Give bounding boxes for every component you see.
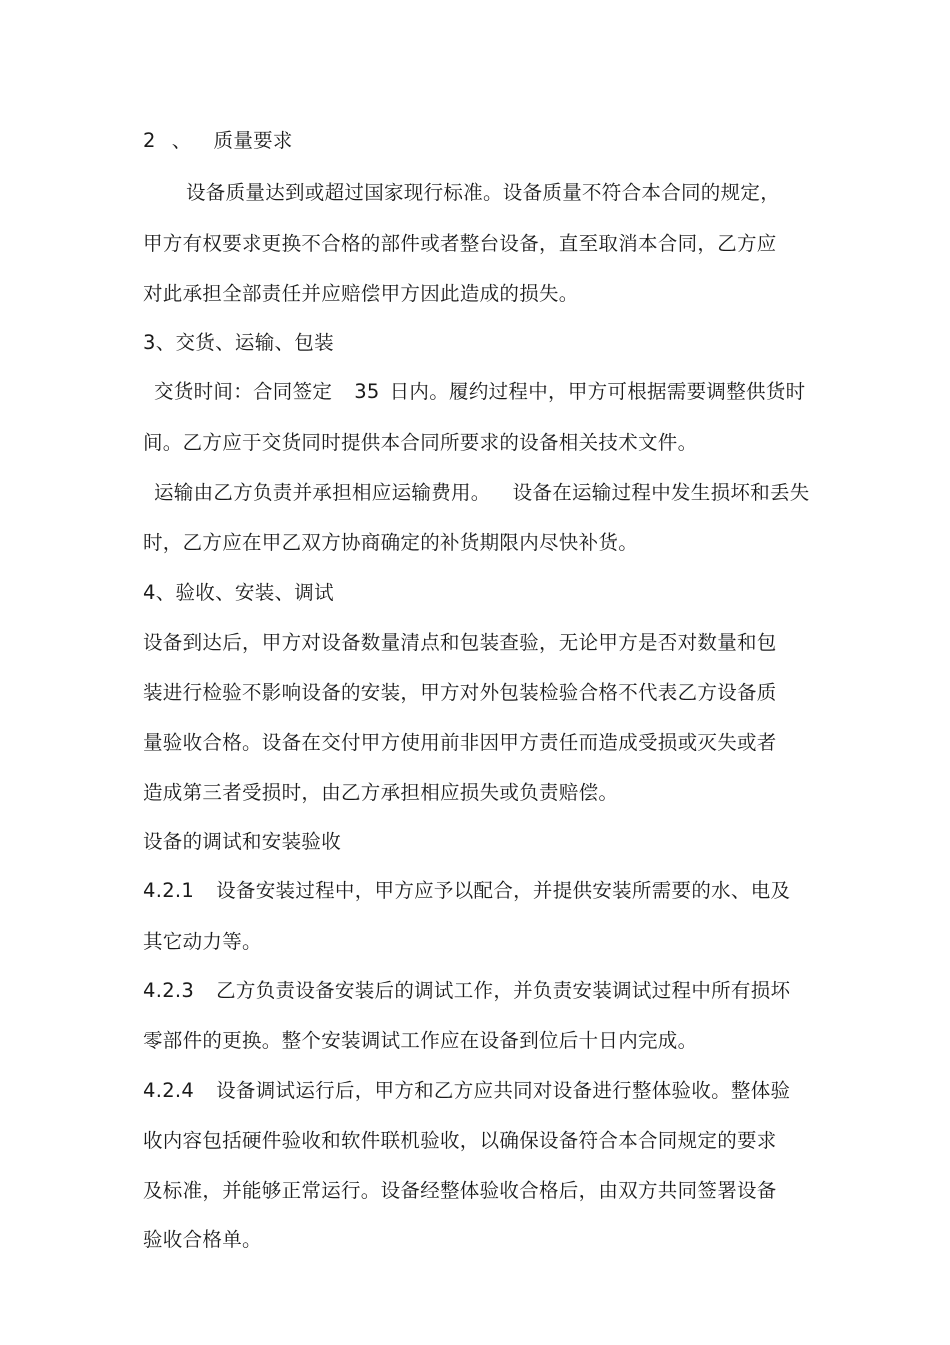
section-4-paragraph-line: 装进行检验不影响设备的安装，甲方对外包装检验合格不代表乙方设备质 — [143, 681, 777, 704]
clause-text: 设备调试运行后，甲方和乙方应共同对设备进行整体验收。整体验 — [216, 1079, 791, 1102]
delivery-days: 35 — [354, 380, 380, 403]
clause-4-2-3 — [143, 978, 790, 1004]
transport-text-a: 运输由乙方负责并承担相应运输费用。 — [154, 481, 491, 504]
section-2-paragraph-line: 对此承担全部责任并应赔偿甲方因此造成的损失。 — [143, 282, 579, 305]
transport-paragraph-line: 时，乙方应在甲乙双方协商确定的补货期限内尽快补货。 — [143, 531, 639, 554]
transport-text-b: 设备在运输过程中发生损坏和丢失 — [512, 481, 810, 504]
section-2-number: 2 — [143, 129, 156, 152]
section-4-subheading: 设备的调试和安装验收 — [143, 830, 342, 853]
clause-number: 4.2.1 — [143, 879, 195, 902]
delivery-paragraph-line: 间。乙方应于交货同时提供本合同所要求的设备相关技术文件。 — [143, 431, 698, 454]
section-4-paragraph-line: 量验收合格。设备在交付甲方使用前非因甲方责任而造成受损或灭失或者 — [143, 731, 777, 754]
transport-line — [154, 480, 810, 506]
section-3-heading: 3、交货、运输、包装 — [143, 331, 334, 354]
clause-number: 4.2.4 — [143, 1079, 195, 1102]
clause-4-2-3-line: 零部件的更换。整个安装调试工作应在设备到位后十日内完成。 — [143, 1029, 698, 1052]
clause-4-2-4 — [143, 1078, 790, 1104]
section-2-heading — [143, 128, 293, 154]
clause-number: 4.2.3 — [143, 979, 195, 1002]
clause-4-2-4-line: 及标准，并能够正常运行。设备经整体验收合格后，由双方共同签署设备 — [143, 1179, 777, 1202]
delivery-time-label: 交货时间：合同签定 — [154, 380, 333, 403]
clause-4-2-4-line: 收内容包括硬件验收和软件联机验收，以确保设备符合本合同规定的要求 — [143, 1129, 777, 1152]
section-4-paragraph-line: 设备到达后，甲方对设备数量清点和包装查验，无论甲方是否对数量和包 — [143, 631, 777, 654]
clause-text: 乙方负责设备安装后的调试工作，并负责安装调试过程中所有损坏 — [216, 979, 791, 1002]
section-4-paragraph-line: 造成第三者受损时，由乙方承担相应损失或负责赔偿。 — [143, 781, 619, 804]
section-2-separator: 、 — [171, 129, 192, 152]
delivery-time-text: 日内。履约过程中，甲方可根据需要调整供货时 — [389, 380, 806, 403]
clause-text: 设备安装过程中，甲方应予以配合，并提供安装所需要的水、电及 — [216, 879, 791, 902]
delivery-time-line — [154, 379, 805, 405]
clause-4-2-1-line: 其它动力等。 — [143, 930, 262, 953]
section-2-paragraph-line: 甲方有权要求更换不合格的部件或者整台设备，直至取消本合同，乙方应 — [143, 232, 777, 255]
clause-4-2-1 — [143, 878, 790, 904]
section-2-title: 质量要求 — [213, 129, 293, 152]
section-2-paragraph-line: 设备质量达到或超过国家现行标准。设备质量不符合本合同的规定， — [186, 181, 781, 204]
clause-4-2-4-line: 验收合格单。 — [143, 1228, 262, 1251]
section-4-heading: 4、验收、安装、调试 — [143, 581, 334, 604]
